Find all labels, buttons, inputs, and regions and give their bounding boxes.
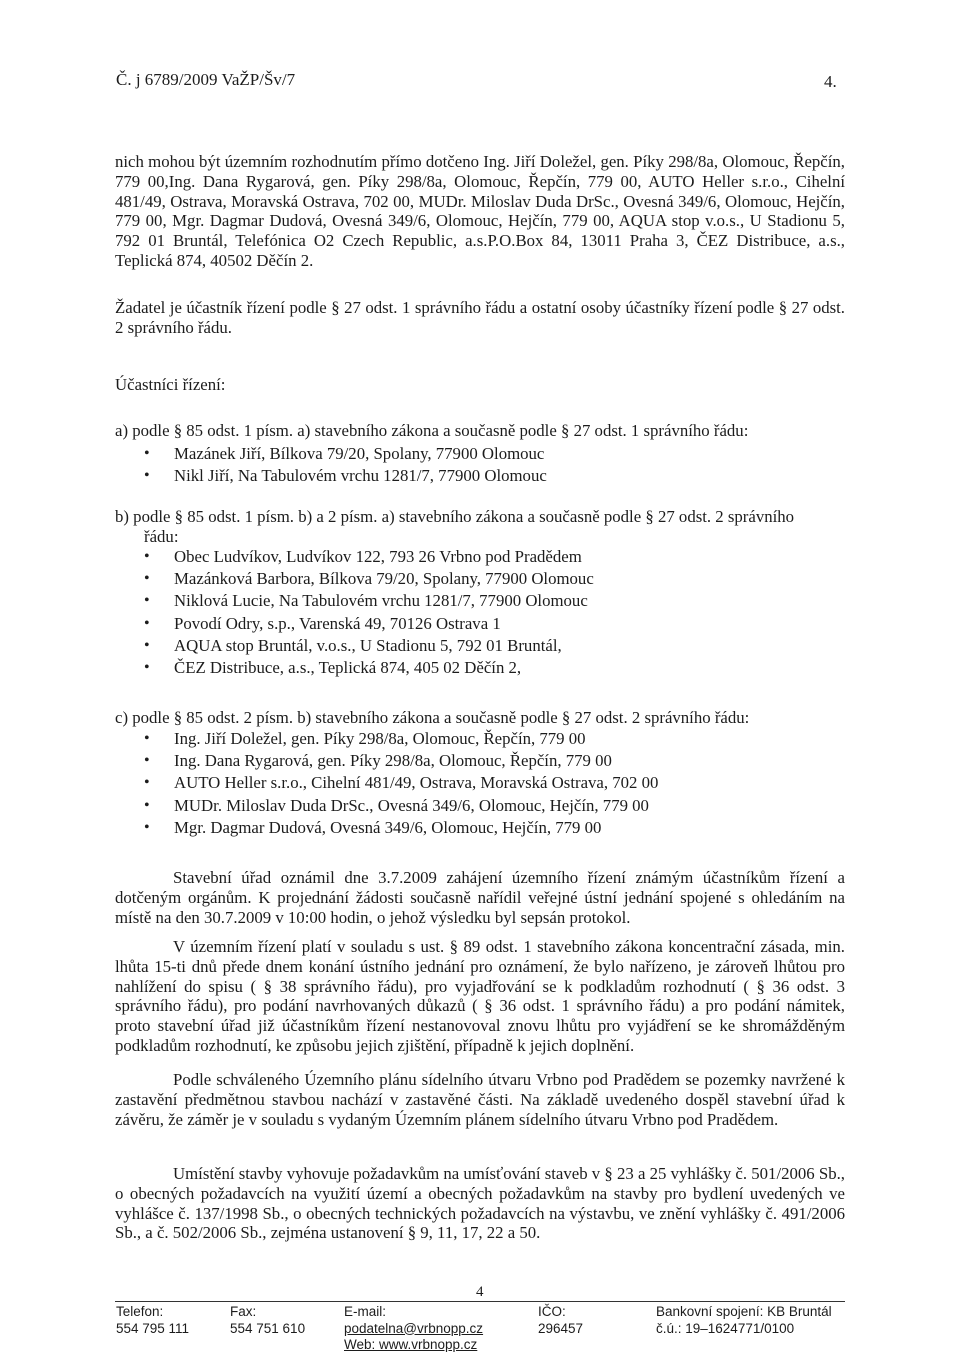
group-b-heading-cont: řádu: xyxy=(144,527,179,546)
phone-number: 554 795 111 xyxy=(116,1320,190,1336)
list-item: • AQUA stop Bruntál, v.o.s., U Stadionu 5, 792 01 Bruntál, xyxy=(146,635,594,657)
group-a-list xyxy=(146,443,547,487)
group-c-list xyxy=(146,728,658,839)
list-item: • Mazánek Jiří, Bílkova 79/20, Spolany, 77900 Olomouc xyxy=(146,443,547,465)
footer-bank xyxy=(656,1304,832,1337)
footer-ico xyxy=(538,1304,583,1337)
group-b-list xyxy=(146,546,594,679)
phone-label: Telefon: xyxy=(116,1304,164,1319)
list-item: • Mgr. Dagmar Dudová, Ovesná 349/6, Olomouc, Hejčín, 779 00 xyxy=(146,817,658,839)
web-link[interactable]: Web: www.vrbnopp.cz xyxy=(344,1337,478,1352)
email-link[interactable]: podatelna@vrbnopp.cz xyxy=(344,1320,484,1336)
reference-number: Č. j 6789/2009 VaŽP/Šv/7 xyxy=(116,70,296,89)
list-item: • ČEZ Distribuce, a.s., Teplická 874, 405 02 Děčín 2, xyxy=(146,657,594,679)
list-item: • Ing. Jiří Doležel, gen. Píky 298/8a, Olomouc, Řepčín, 779 00 xyxy=(146,728,658,750)
body-paragraph-1: Stavební úřad oznámil dne 3.7.2009 zahájení územního řízení známým účastníkům řízení a dotčeným orgánům. K projednání žádosti současně nařídil veřejné ústní jednání spojené s ohledáním na místě na den 30.7.2009 v 10:00 hodin, o jehož výsledku byl sepsán protokol. xyxy=(115,868,845,927)
list-item: • Mazánková Barbora, Bílkova 79/20, Spolany, 77900 Olomouc xyxy=(146,568,594,590)
list-item: • Niklová Lucie, Na Tabulovém vrchu 1281/7, 77900 Olomouc xyxy=(146,590,594,612)
page-indicator: 4. xyxy=(824,72,837,91)
footer-fax xyxy=(230,1304,305,1337)
participants-heading: Účastníci řízení: xyxy=(115,375,226,394)
fax-number: 554 751 610 xyxy=(230,1320,306,1336)
fax-label: Fax: xyxy=(230,1304,257,1319)
list-item: • AUTO Heller s.r.o., Cihelní 481/49, Ostrava, Moravská Ostrava, 702 00 xyxy=(146,772,658,794)
footer-contact xyxy=(344,1304,483,1354)
group-b-heading: b) podle § 85 odst. 1 písm. b) a 2 písm. a) stavebního zákona a současně podle § 27 odst. 2 správního xyxy=(115,507,795,526)
page-number: 4 xyxy=(476,1284,484,1300)
list-item: • Ing. Dana Rygarová, gen. Píky 298/8a, Olomouc, Řepčín, 779 00 xyxy=(146,750,658,772)
ico-label: IČO: xyxy=(538,1304,566,1319)
bank-label: Bankovní spojení: KB Bruntál xyxy=(656,1304,832,1319)
list-item: • MUDr. Miloslav Duda DrSc., Ovesná 349/6, Olomouc, Hejčín, 779 00 xyxy=(146,795,658,817)
body-paragraph-3: Podle schváleného Územního plánu sídelního útvaru Vrbno pod Pradědem se pozemky navržené k zastavění předmětnou stavbou nachází v zastavěné části. Na základě uvedeného dospěl stavební úřad k závěru, že záměr je v souladu s vydaným Územním plánem sídelního útvaru Vrbno pod Pradědem. xyxy=(115,1070,845,1129)
ico-number: 296457 xyxy=(538,1320,584,1336)
list-item: • Obec Ludvíkov, Ludvíkov 122, 793 26 Vrbno pod Pradědem xyxy=(146,546,594,568)
body-paragraph-2: V územním řízení platí v souladu s ust. § 89 odst. 1 stavebního zákona koncentrační zásada, min. lhůta 15-ti dnů přede dnem konání ústního jednání pro oznámení, že bylo nařízeno, je zároveň lhůtou pro nahlížení do spisu ( § 38 správního řádu), pro vyjadřování se k podkladům rozhodnutí ( § 36 odst. 3 správního řádu), pro podání navrhovaných důkazů ( § 36 odst. 1 správního řádu) a pro podání námitek, proto stavební úřad již účastníkům řízení nestanovoval znovu lhůtu pro vyjádření se ke shromážděným podkladům rozhodnutí, ke způsobu jejich zjištění, případně k jejich doplnění. xyxy=(115,937,845,1055)
list-item: • Povodí Odry, s.p., Varenská 49, 70126 Ostrava 1 xyxy=(146,613,594,635)
applicant-paragraph: Žadatel je účastník řízení podle § 27 odst. 1 správního řádu a ostatní osoby účastníky řízení podle § 27 odst. 2 správního řádu. xyxy=(115,298,845,337)
group-c-heading: c) podle § 85 odst. 2 písm. b) stavebního zákona a současně podle § 27 odst. 2 správního řádu: xyxy=(115,708,750,727)
list-item: • Nikl Jiří, Na Tabulovém vrchu 1281/7, 77900 Olomouc xyxy=(146,465,547,487)
bank-account: č.ú.: 19–1624771/0100 xyxy=(656,1320,795,1336)
body-paragraph-4: Umístění stavby vyhovuje požadavkům na umísťování staveb v § 23 a 25 vyhlášky č. 501/2006 Sb., o obecných požadavcích na využití území a obecných požadavkům na stavby pro bydlení uvedených ve vyhlášce č. 137/1998 Sb., o obecných technických požadavcích na výstavbu, ve znění vyhlášky č. 491/2006 Sb., a č. 502/2006 Sb., zejména ustanovení § 9, 11, 17, 22 a 50. xyxy=(115,1164,845,1243)
group-a-heading: a) podle § 85 odst. 1 písm. a) stavebního zákona a současně podle § 27 odst. 1 správního řádu: xyxy=(115,421,749,440)
footer-phone xyxy=(116,1304,189,1337)
footer-divider xyxy=(115,1301,845,1302)
intro-paragraph: nich mohou být územním rozhodnutím přímo dotčeno Ing. Jiří Doležel, gen. Píky 298/8a, Olomouc, Řepčín, 779 00,Ing. Dana Rygarová, gen. Píky 298/8a, Olomouc, Řepčín, 779 00, AUTO Heller s.r.o., Cihelní 481/49, Ostrava, Moravská Ostrava, 702 00, MUDr. Miloslav Duda DrSc., Ovesná 349/6, Olomouc, Hejčín, 779 00, Mgr. Dagmar Dudová, Ovesná 349/6, Olomouc, Hejčín, 779 00, AQUA stop v.o.s., U Stadionu 5, 792 01 Bruntál, Telefónica O2 Czech Republic, a.s.P.O.Box 84, 13011 Praha 3, ČEZ Distribuce, a.s., Teplická 874, 40502 Děčín 2. xyxy=(115,152,845,270)
email-label: E-mail: xyxy=(344,1304,387,1319)
